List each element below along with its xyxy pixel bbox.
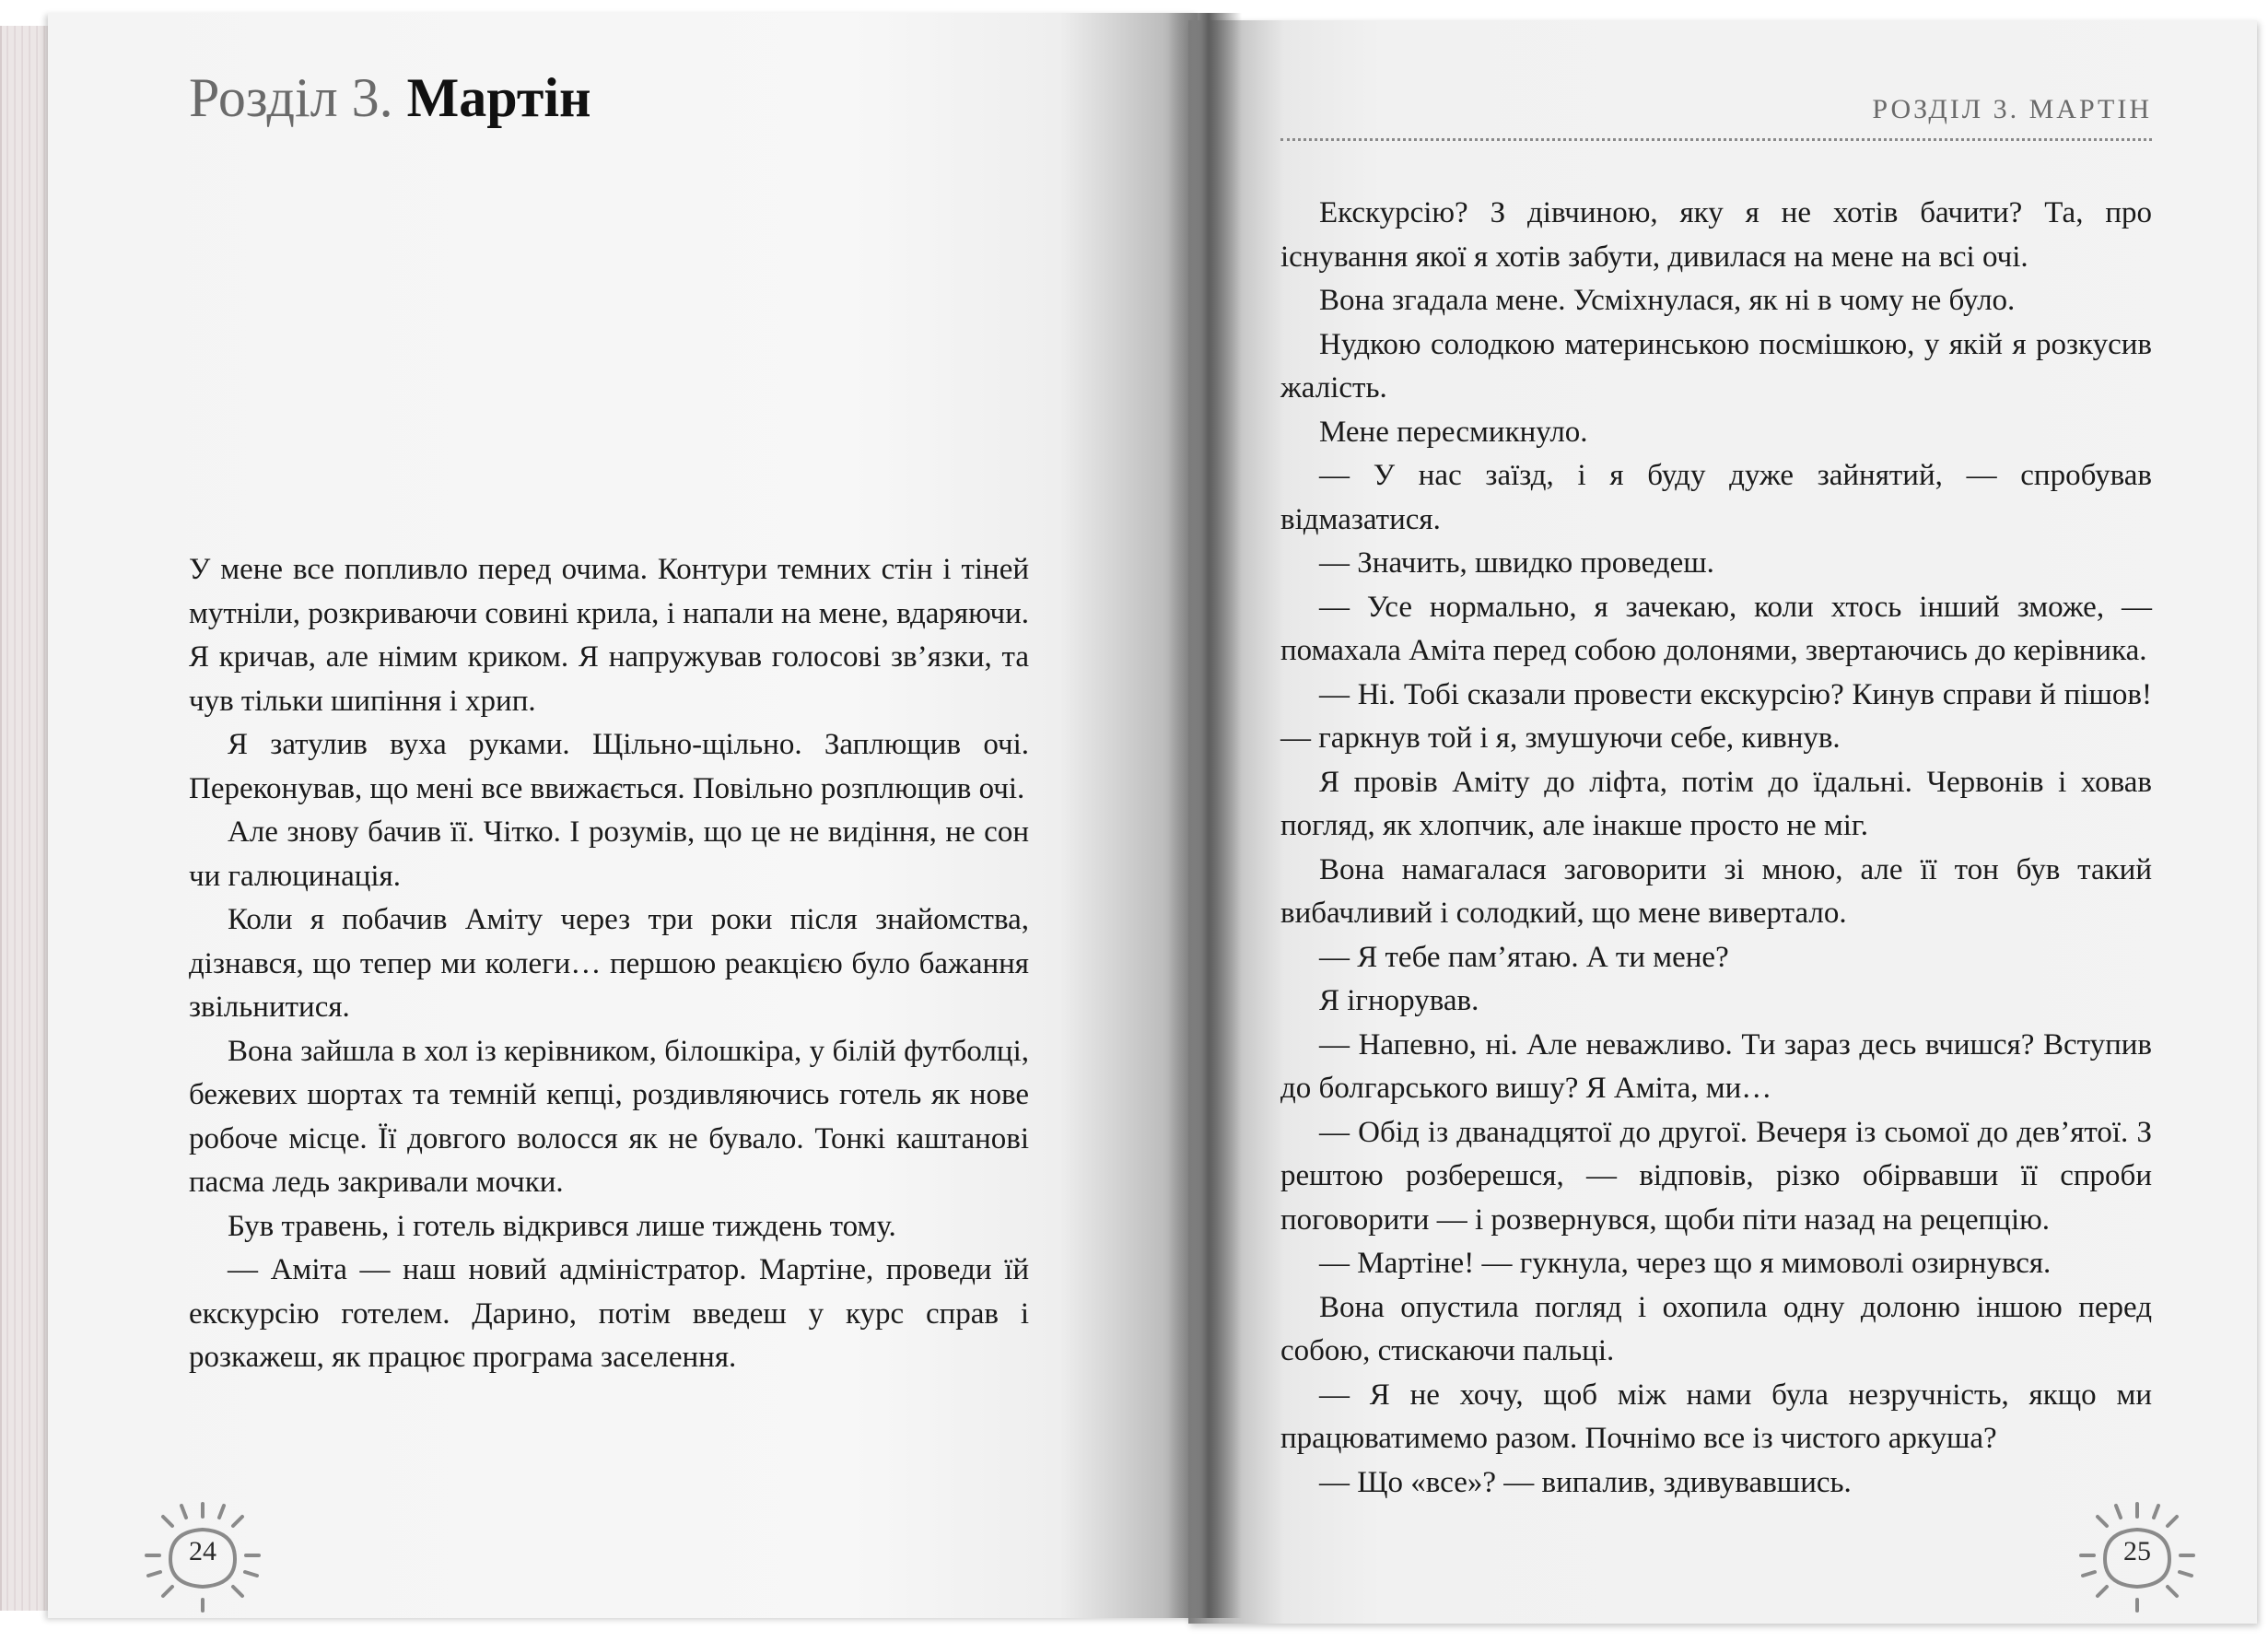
paragraph: — Усе нормально, я зачекаю, коли хтось інший зможе, — помахала Аміта перед собою долонями, звертаючись до керівника.: [1280, 590, 2152, 667]
paragraph: Я затулив вуха руками. Щільно-щільно. Заплющив очі. Переконував, що мені все ввижається. Повільно розплющив очі.: [189, 728, 1029, 805]
right-body-text: [1280, 192, 2152, 1505]
paragraph: — Значить, швидко проведеш.: [1319, 546, 1714, 580]
chapter-title: [189, 66, 591, 130]
paragraph: Я провів Аміту до ліфта, потім до їдальні. Червонів і ховав погляд, як хлопчик, але інакше просто не міг.: [1280, 765, 2152, 842]
paragraph: — Ні. Тобі сказали провести екскурсію? Кинув справи й пішов! — гаркнув той і я, змушуючи себе, кивнув.: [1280, 677, 2152, 755]
paragraph: — У нас заїзд, і я буду дуже зайнятий, — спробував відмазатися.: [1280, 459, 2152, 536]
paragraph: — Аміта — наш новий адміністратор. Мартіне, проведи їй екскурсію готелем. Дарино, потім введеш у курс справ і розкажеш, як працює програма заселення.: [189, 1253, 1029, 1374]
paragraph: У мене все попливло перед очима. Контури темних стін і тіней мутніли, розкриваючи совині крила, і напали на мене, вдаряючи. Я кричав, але німим криком. Я напружував голосові зв’язки, та чув тільки шипіння і хрип.: [189, 553, 1029, 718]
paragraph: — Що «все»? — випалив, здивувавшись.: [1319, 1465, 1852, 1499]
paragraph: Я ігнорував.: [1319, 984, 1479, 1017]
paragraph: — Я тебе пам’ятаю. А ти мене?: [1319, 940, 1729, 974]
paragraph: — Мартіне! — гукнула, через що я мимоволі озирнувся.: [1319, 1247, 2052, 1280]
paragraph: — Напевно, ні. Але неважливо. Ти зараз десь вчишся? Вступив до болгарського вишу? Я Аміта, ми…: [1280, 1027, 2152, 1105]
paragraph: Вона опустила погляд і охопила одну долоню іншою перед собою, стискаючи пальці.: [1280, 1290, 2152, 1367]
book-gutter: [1168, 13, 1242, 1618]
paragraph: — Обід із дванадцятої до другої. Вечеря із сьомої до дев’ятої. З рештою розберешся, — відповів, різко обірвавши її спроби поговорити — і розвернувся, щоби піти назад на рецепцію.: [1280, 1115, 2152, 1237]
paragraph: Вона згадала мене. Усміхнулася, як ні в чому не було.: [1319, 284, 2016, 317]
paragraph: Але знову бачив її. Чітко. І розумів, що це не видіння, не сон чи галюцинація.: [189, 815, 1029, 893]
paragraph: Екскурсію? З дівчиною, яку я не хотів бачити? Та, про існування якої я хотів забути, дивилася на мене на всі очі.: [1280, 196, 2152, 274]
paragraph: Мене пересмикнуло.: [1319, 415, 1588, 449]
paragraph: Нудкою солодкою материнською посмішкою, у якій я розкусив жалість.: [1280, 327, 2152, 405]
chapter-name: Мартін: [406, 67, 591, 128]
running-header: РОЗДІЛ 3. МАРТІН: [1280, 94, 2152, 141]
paragraph: — Я не хочу, щоб між нами була незручність, якщо ми працюватимемо разом. Почнімо все із чистого аркуша?: [1280, 1378, 2152, 1455]
paragraph: Був травень, і готель відкрився лише тиждень тому.: [228, 1209, 896, 1243]
chapter-label: Розділ 3.: [189, 67, 393, 128]
paragraph: Вона намагалася заговорити зі мною, але її тон був такий вибачливий і солодкий, що мене вивертало.: [1280, 852, 2152, 930]
page-number-left: [143, 1495, 263, 1614]
page-number-right: [2077, 1495, 2197, 1614]
paragraph: Вона зайшла в хол із керівником, білошкіра, у білій футболці, бежевих шортах та темній кепці, роздивляючись готель як нове робоче місце. Її довгого волосся як не бувало. Тонкі каштанові пасма ледь закривали мочки.: [189, 1034, 1029, 1199]
left-body-text: [189, 548, 1029, 1380]
page-number: 25: [2123, 1536, 2151, 1566]
paragraph: Коли я побачив Аміту через три роки після знайомства, дізнався, що тепер ми колеги… першою реакцією було бажання звільнитися.: [189, 903, 1029, 1024]
page-number: 24: [189, 1536, 216, 1566]
